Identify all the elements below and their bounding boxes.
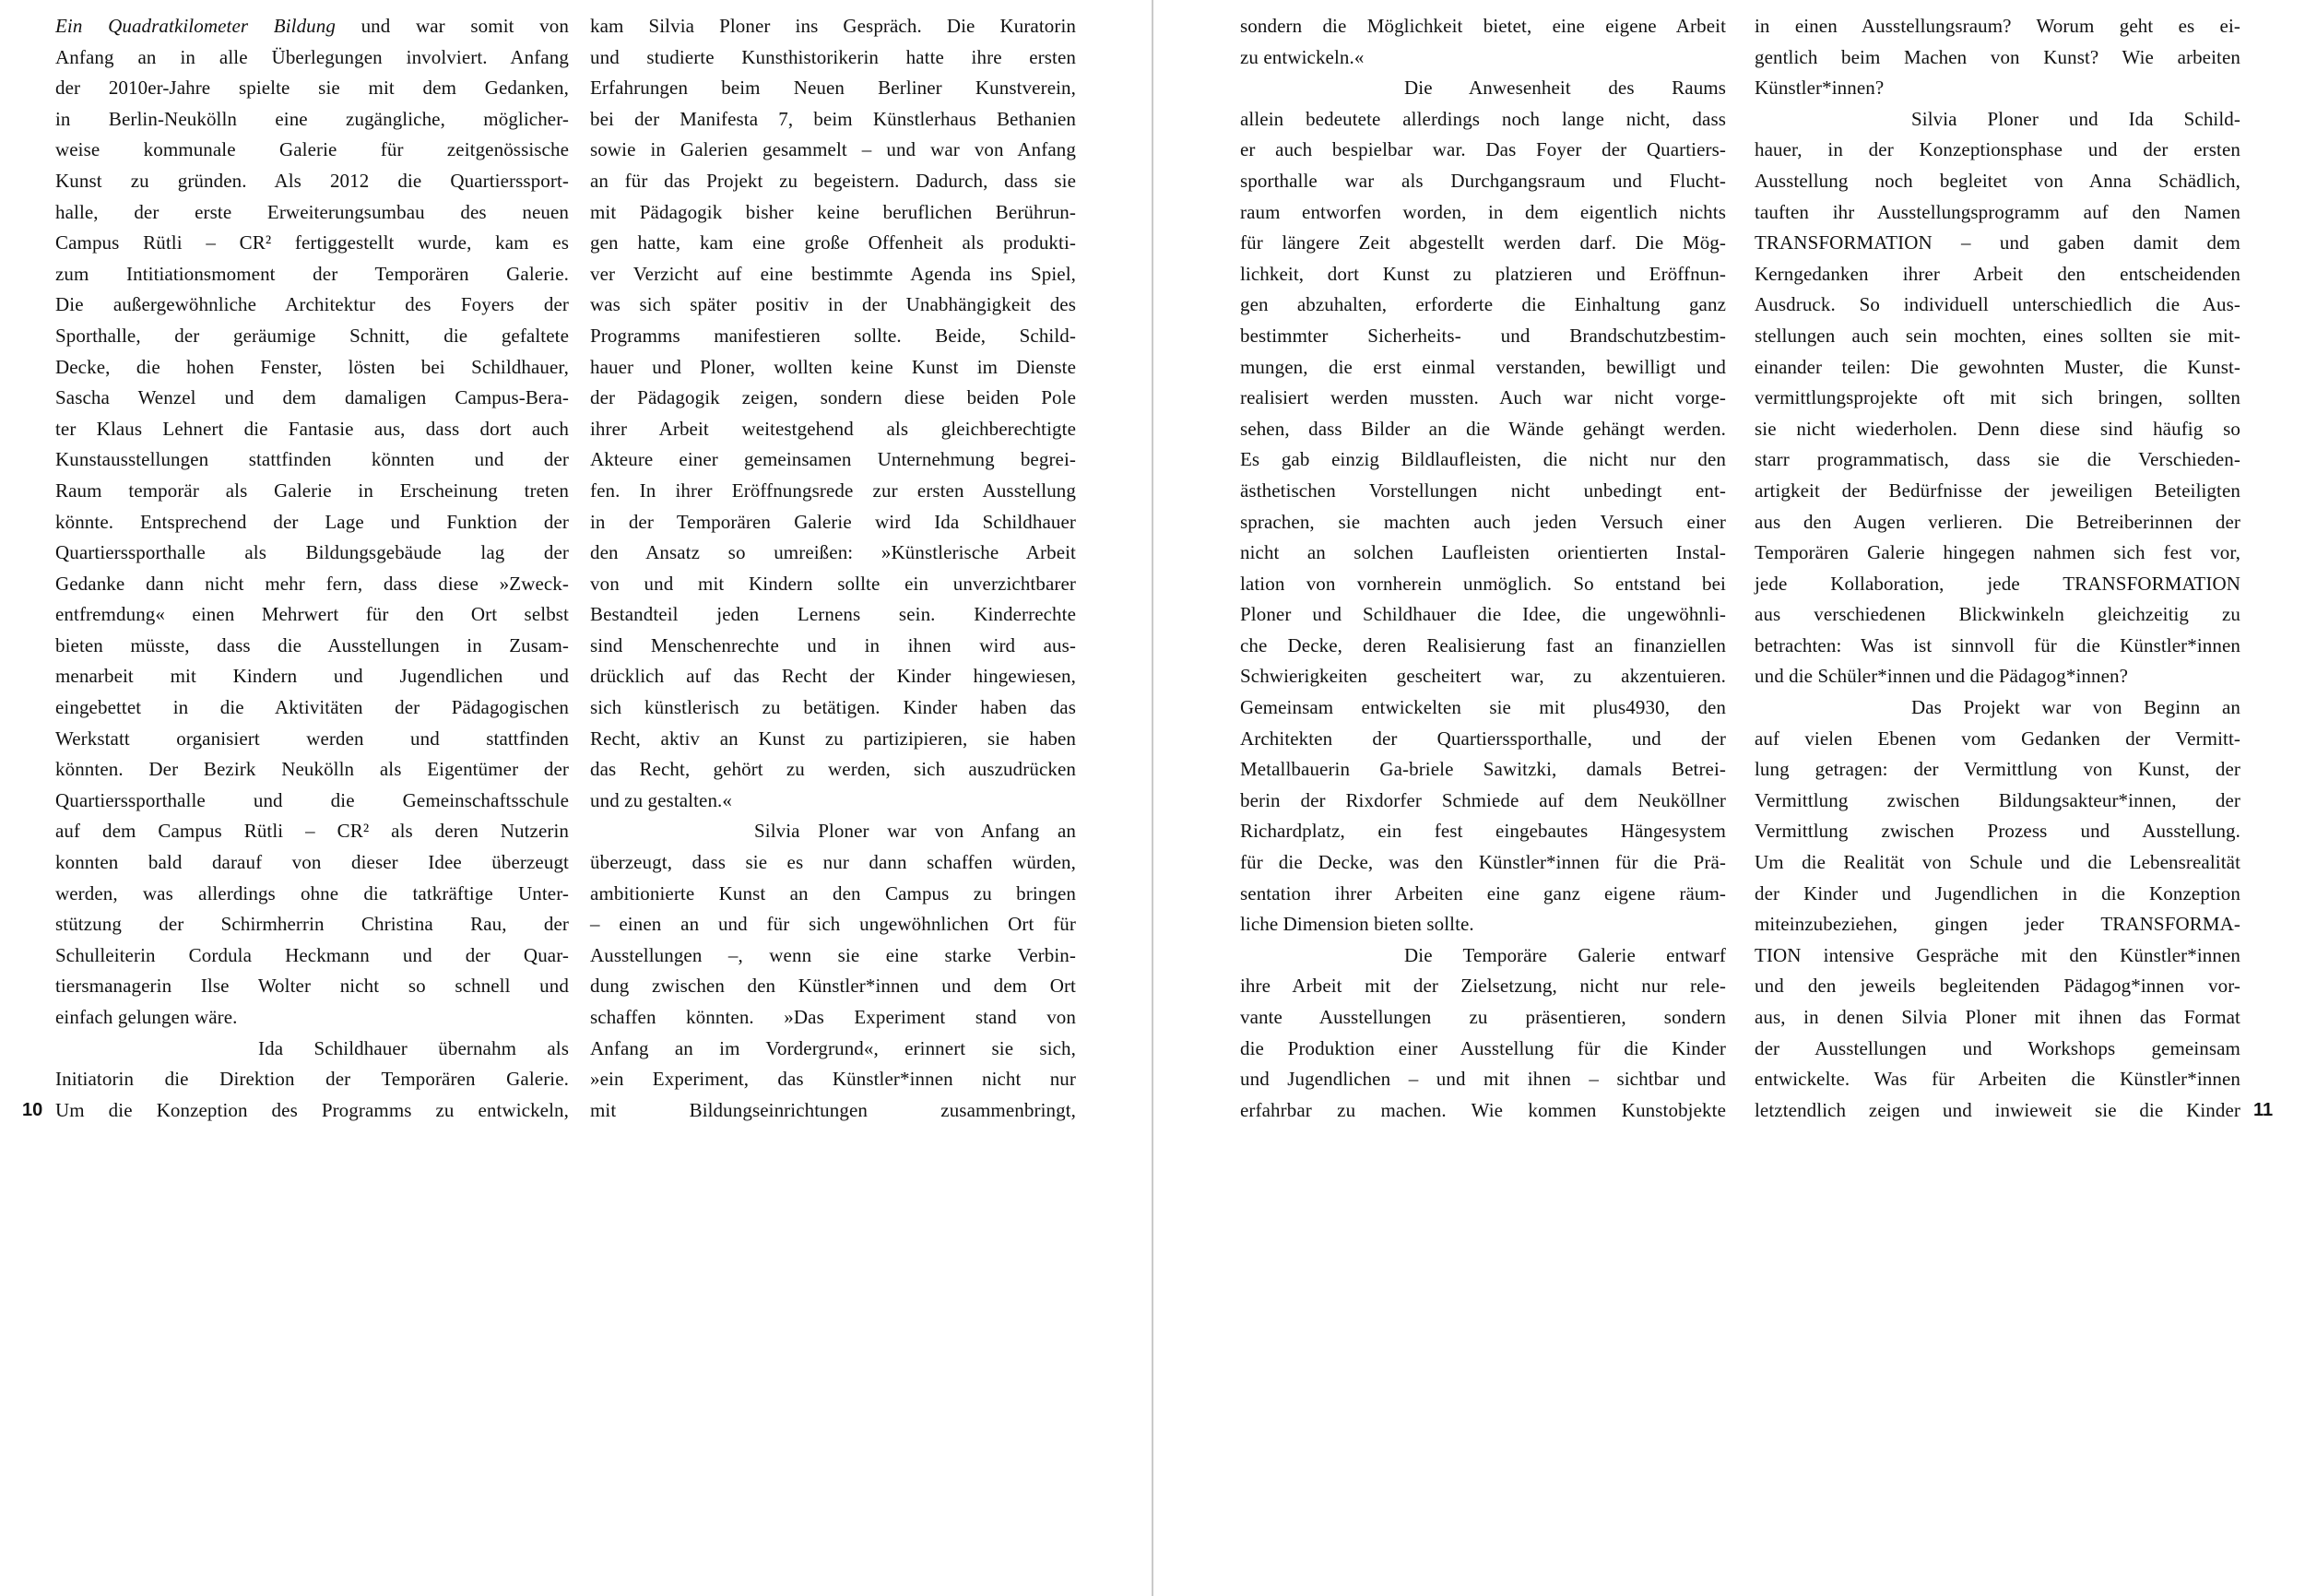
- text-line: Richardplatz, ein fest eingebautes Hängesystem: [1240, 820, 1726, 843]
- text-line: ästhetischen Vorstellungen nicht unbedingt ent-: [1240, 479, 1726, 502]
- text-line: von und mit Kindern sollte ein unverzichtbarer: [590, 572, 1076, 595]
- text-column-page10-right: [590, 11, 1076, 1126]
- text-line: an für das Projekt zu begeistern. Dadurch, dass sie: [590, 169, 1076, 192]
- text-line: auf vielen Ebenen vom Gedanken der Vermitt-: [1755, 727, 2240, 750]
- text-line: Ausstellungen –, wenn sie eine starke Verbin-: [590, 943, 1076, 966]
- text-line: Schwierigkeiten gescheitert war, zu akzentuieren.: [1240, 665, 1726, 688]
- text-line: miteinzubeziehen, gingen jeder TRANSFORMA-: [1755, 913, 2240, 936]
- text-line: berin der Rixdorfer Schmiede auf dem Neuköllner: [1240, 788, 1726, 811]
- text-line: ambitionierte Kunst an den Campus zu bringen: [590, 881, 1076, 904]
- text-line: Kunstausstellungen stattfinden könnten und der: [55, 448, 569, 471]
- text-line: Künstler*innen?: [1755, 77, 1885, 100]
- text-line: und Jugendlichen – und mit ihnen – sichtbar und: [1240, 1068, 1726, 1091]
- text-line: der Pädagogik zeigen, sondern diese beiden Pole: [590, 386, 1076, 409]
- text-line: gen abzuhalten, erforderte die Einhaltung ganz: [1240, 293, 1726, 316]
- text-line: nicht an solchen Laufleisten orientierten Instal-: [1240, 541, 1726, 564]
- text-line: und studierte Kunsthistorikerin hatte ihre ersten: [590, 45, 1076, 68]
- text-line: und die Schüler*innen und die Pädagog*innen?: [1755, 665, 2129, 688]
- text-line: Um die Realität von Schule und die Lebensrealität: [1755, 851, 2240, 874]
- page-number-left: 10: [22, 1100, 43, 1120]
- text-line: Programms manifestieren sollte. Beide, Schild-: [590, 324, 1076, 347]
- text-line: vante Ausstellungen zu präsentieren, sondern: [1240, 1006, 1726, 1028]
- text-line: che Decke, deren Realisierung fast an finanziellen: [1240, 633, 1726, 656]
- text-line: lation von vornherein unmöglich. So entstand bei: [1240, 572, 1726, 595]
- text-line: überzeugt, dass sie es nur dann schaffen würden,: [590, 851, 1076, 874]
- text-line: für längere Zeit abgestellt werden darf. Die Mög-: [1240, 231, 1726, 254]
- text-line: Ida Schildhauer übernahm als: [258, 1036, 569, 1059]
- text-line: sehen, dass Bilder an die Wände gehängt werden.: [1240, 417, 1726, 440]
- text-line: Silvia Ploner war von Anfang an: [754, 820, 1076, 843]
- text-line: sind Menschenrechte und in ihnen wird aus-: [590, 633, 1076, 656]
- text-line: Die außergewöhnliche Architektur des Foyers der: [55, 293, 569, 316]
- text-line: Gemeinsam entwickelten sie mit plus4930, den: [1240, 696, 1726, 719]
- text-line: liche Dimension bieten sollte.: [1240, 913, 1474, 936]
- text-line: er auch bespielbar war. Das Foyer der Quartiers-: [1240, 138, 1726, 161]
- text-line: auf dem Campus Rütli – CR² als deren Nutzerin: [55, 820, 569, 843]
- text-line: raum entworfen worden, in dem eigentlich nichts: [1240, 200, 1726, 223]
- text-line: dung zwischen den Künstler*innen und dem Ort: [590, 975, 1076, 998]
- text-line: zu entwickeln.«: [1240, 45, 1365, 68]
- text-line: hauer, in der Konzeptionsphase und der ersten: [1755, 138, 2240, 161]
- text-line: fen. In ihrer Eröffnungsrede zur ersten Ausstellung: [590, 479, 1076, 502]
- text-line: sich künstlerisch zu betätigen. Kinder haben das: [590, 696, 1076, 719]
- text-line: Ploner und Schildhauer die Idee, die ungewöhnli-: [1240, 603, 1726, 626]
- text-line: was sich später positiv in der Unabhängigkeit des: [590, 293, 1076, 316]
- text-line: stützung der Schirmherrin Christina Rau, der: [55, 913, 569, 936]
- text-line: Raum temporär als Galerie in Erscheinung treten: [55, 479, 569, 502]
- text-line: einander teilen: Die gewohnten Muster, die Kunst-: [1755, 355, 2240, 378]
- text-line: gentlich beim Machen von Kunst? Wie arbeiten: [1755, 45, 2240, 68]
- text-line: und zu gestalten.«: [590, 788, 733, 811]
- text-line: Ein Quadratkilometer Bildung und war somit von: [55, 15, 569, 37]
- text-line: aus den Augen verlieren. Die Betreiberinnen der: [1755, 510, 2240, 533]
- text-line: Sporthalle, der geräumige Schnitt, die gefaltete: [55, 324, 569, 347]
- text-line: starr programmatisch, dass sie die Verschieden-: [1755, 448, 2240, 471]
- text-line: mit Bildungseinrichtungen zusammenbringt,: [590, 1098, 1076, 1121]
- italic-lead-text: Ein Quadratkilometer Bildung: [55, 15, 336, 37]
- text-line: Ausdruck. So individuell unterschiedlich die Aus-: [1755, 293, 2240, 316]
- text-line: Die Anwesenheit des Raums: [1404, 77, 1726, 100]
- text-line: Temporären Galerie hingegen nahmen sich fest vor,: [1755, 541, 2240, 564]
- text-line: – einen an und für sich ungewöhnlichen Ort für: [590, 913, 1076, 936]
- text-line: Anfang an in alle Überlegungen involviert. Anfang: [55, 45, 569, 68]
- text-line: Kunst zu gründen. Als 2012 die Quartierssport-: [55, 169, 569, 192]
- text-line: Um die Konzeption des Programms zu entwickeln,: [55, 1098, 569, 1121]
- text-line: aus verschiedenen Blickwinkeln gleichzeitig zu: [1755, 603, 2240, 626]
- text-line: Gedanke dann nicht mehr fern, dass diese »Zweck-: [55, 572, 569, 595]
- text-line: drücklich auf das Recht der Kinder hingewiesen,: [590, 665, 1076, 688]
- text-line: Quartierssporthalle und die Gemeinschaftsschule: [55, 788, 569, 811]
- text-line: sowie in Galerien gesammelt – und war von Anfang: [590, 138, 1076, 161]
- text-line: Recht, aktiv an Kunst zu partizipieren, sie haben: [590, 727, 1076, 750]
- text-line: und den jeweils begleitenden Pädagog*innen vor-: [1755, 975, 2240, 998]
- text-line: gen hatte, kam eine große Offenheit als produkti-: [590, 231, 1076, 254]
- text-line: sprachen, sie machten auch jeden Versuch einer: [1240, 510, 1726, 533]
- text-line: sie nicht wiederholen. Denn diese sind häufig so: [1755, 417, 2240, 440]
- text-line: ihre Arbeit mit der Zielsetzung, nicht nur rele-: [1240, 975, 1726, 998]
- text-column-page11-left: [1240, 11, 1726, 1126]
- text-line: ter Klaus Lehnert die Fantasie aus, dass dort auch: [55, 417, 569, 440]
- text-line: Akteure einer gemeinsamen Unternehmung begrei-: [590, 448, 1076, 471]
- page-number-right: 11: [2253, 1100, 2274, 1120]
- text-line: Silvia Ploner und Ida Schild-: [1911, 107, 2240, 130]
- text-line: in Berlin-Neukölln eine zugängliche, möglicher-: [55, 107, 569, 130]
- text-line: Campus Rütli – CR² fertiggestellt wurde, kam es: [55, 231, 569, 254]
- text-line: in einen Ausstellungsraum? Worum geht es ei-: [1755, 15, 2240, 37]
- text-line: Vermittlung zwischen Prozess und Ausstellung.: [1755, 820, 2240, 843]
- text-line: bestimmter Sicherheits- und Brandschutzbestim-: [1240, 324, 1726, 347]
- page-gutter-divider: [1152, 0, 1153, 1596]
- text-line: tiersmanagerin Ilse Wolter nicht so schnell und: [55, 975, 569, 998]
- text-line: letztendlich zeigen und inwieweit sie die Kinder: [1755, 1098, 2240, 1121]
- text-line: für die Decke, was den Künstler*innen für die Prä-: [1240, 851, 1726, 874]
- text-line: mungen, die erst einmal verstanden, bewilligt und: [1240, 355, 1726, 378]
- text-line: erfahrbar zu machen. Wie kommen Kunstobjekte: [1240, 1098, 1726, 1121]
- text-line: das Recht, gehört zu werden, sich auszudrücken: [590, 758, 1076, 781]
- text-line: Vermittlung zwischen Bildungsakteur*innen, der: [1755, 788, 2240, 811]
- text-line: Initiatorin die Direktion der Temporären Galerie.: [55, 1068, 569, 1091]
- text-line: kam Silvia Ploner ins Gespräch. Die Kuratorin: [590, 15, 1076, 37]
- text-line: vermittlungsprojekte oft mit sich bringen, sollten: [1755, 386, 2240, 409]
- text-line: Schulleiterin Cordula Heckmann und der Quar-: [55, 943, 569, 966]
- text-line: Ausstellung noch begleitet von Anna Schädlich,: [1755, 169, 2240, 192]
- text-line: TRANSFORMATION – und gaben damit dem: [1755, 231, 2240, 254]
- text-line: Sascha Wenzel und dem damaligen Campus-Bera-: [55, 386, 569, 409]
- text-line: »ein Experiment, das Künstler*innen nicht nur: [590, 1068, 1076, 1091]
- text-line: ihrer Arbeit weitestgehend als gleichberechtigte: [590, 417, 1076, 440]
- text-line: Erfahrungen beim Neuen Berliner Kunstverein,: [590, 77, 1076, 100]
- text-line: Es gab einzig Bildlaufleisten, die nicht nur den: [1240, 448, 1726, 471]
- text-line: Bestandteil jeden Lernens sein. Kinderrechte: [590, 603, 1076, 626]
- text-line: sondern die Möglichkeit bietet, eine eigene Arbeit: [1240, 15, 1726, 37]
- text-line: in der Temporären Galerie wird Ida Schildhauer: [590, 510, 1076, 533]
- text-line: artigkeit der Bedürfnisse der jeweiligen Beteiligten: [1755, 479, 2240, 502]
- text-column-page11-right: [1755, 11, 2240, 1126]
- text-line: tauften ihr Ausstellungsprogramm auf den Namen: [1755, 200, 2240, 223]
- text-line: mit Pädagogik bisher keine beruflichen Berührun-: [590, 200, 1076, 223]
- text-line: könnte. Entsprechend der Lage und Funktion der: [55, 510, 569, 533]
- text-line: bieten müsste, dass die Ausstellungen in Zusam-: [55, 633, 569, 656]
- text-line: ver Verzicht auf eine bestimmte Agenda ins Spiel,: [590, 262, 1076, 285]
- text-line: Architekten der Quartierssporthalle, und der: [1240, 727, 1726, 750]
- text-line: Werkstatt organisiert werden und stattfinden: [55, 727, 569, 750]
- text-line: sporthalle war als Durchgangsraum und Flucht-: [1240, 169, 1726, 192]
- text-line: der Ausstellungen und Workshops gemeinsam: [1755, 1036, 2240, 1059]
- text-line: den Ansatz so umreißen: »Künstlerische Arbeit: [590, 541, 1076, 564]
- text-line: weise kommunale Galerie für zeitgenössische: [55, 138, 569, 161]
- text-line: jede Kollaboration, jede TRANSFORMATION: [1755, 572, 2240, 595]
- text-line: die Produktion einer Ausstellung für die Kinder: [1240, 1036, 1726, 1059]
- text-line: Decke, die hohen Fenster, lösten bei Schildhauer,: [55, 355, 569, 378]
- text-line: hauer und Ploner, wollten keine Kunst im Dienste: [590, 355, 1076, 378]
- text-line: menarbeit mit Kindern und Jugendlichen und: [55, 665, 569, 688]
- text-line: TION intensive Gespräche mit den Künstler*innen: [1755, 943, 2240, 966]
- text-line: entfremdung« einen Mehrwert für den Ort selbst: [55, 603, 569, 626]
- text-line: Metallbauerin Ga-briele Sawitzki, damals Betrei-: [1240, 758, 1726, 781]
- text-line: betrachten: Was ist sinnvoll für die Künstler*innen: [1755, 633, 2240, 656]
- text-line: zum Intitiationsmoment der Temporären Galerie.: [55, 262, 569, 285]
- text-line: Kerngedanken ihrer Arbeit den entscheidenden: [1755, 262, 2240, 285]
- text-line: allein bedeutete allerdings noch lange nicht, dass: [1240, 107, 1726, 130]
- text-line: schaffen könnten. »Das Experiment stand von: [590, 1006, 1076, 1028]
- text-line: werden, was allerdings ohne die tatkräftige Unter-: [55, 881, 569, 904]
- text-line: Die Temporäre Galerie entwarf: [1404, 943, 1726, 966]
- text-line: lung getragen: der Vermittlung von Kunst, der: [1755, 758, 2240, 781]
- text-line: entwickelte. Was für Arbeiten die Künstler*innen: [1755, 1068, 2240, 1091]
- text-line: eingebettet in die Aktivitäten der Pädagogischen: [55, 696, 569, 719]
- text-line: stellungen auch sein mochten, eines sollten sie mit-: [1755, 324, 2240, 347]
- text-line: Anfang an im Vordergrund«, erinnert sie sich,: [590, 1036, 1076, 1059]
- text-line: konnten bald darauf von dieser Idee überzeugt: [55, 851, 569, 874]
- text-line: sentation ihrer Arbeiten eine ganz eigene räum-: [1240, 881, 1726, 904]
- text-column-page10-left: [55, 11, 569, 1126]
- text-line: lichkeit, dort Kunst zu platzieren und Eröffnun-: [1240, 262, 1726, 285]
- text-line: Das Projekt war von Beginn an: [1911, 696, 2240, 719]
- text-line: der 2010er-Jahre spielte sie mit dem Gedanken,: [55, 77, 569, 100]
- text-line: der Kinder und Jugendlichen in die Konzeption: [1755, 881, 2240, 904]
- text-line: realisiert werden mussten. Auch war nicht vorge-: [1240, 386, 1726, 409]
- text-line: aus, in denen Silvia Ploner mit ihnen das Format: [1755, 1006, 2240, 1028]
- text-line: halle, der erste Erweiterungsumbau des neuen: [55, 200, 569, 223]
- text-line: einfach gelungen wäre.: [55, 1006, 238, 1028]
- text-line: könnten. Der Bezirk Neukölln als Eigentümer der: [55, 758, 569, 781]
- text-line: bei der Manifesta 7, beim Künstlerhaus Bethanien: [590, 107, 1076, 130]
- text-line: Quartierssporthalle als Bildungsgebäude lag der: [55, 541, 569, 564]
